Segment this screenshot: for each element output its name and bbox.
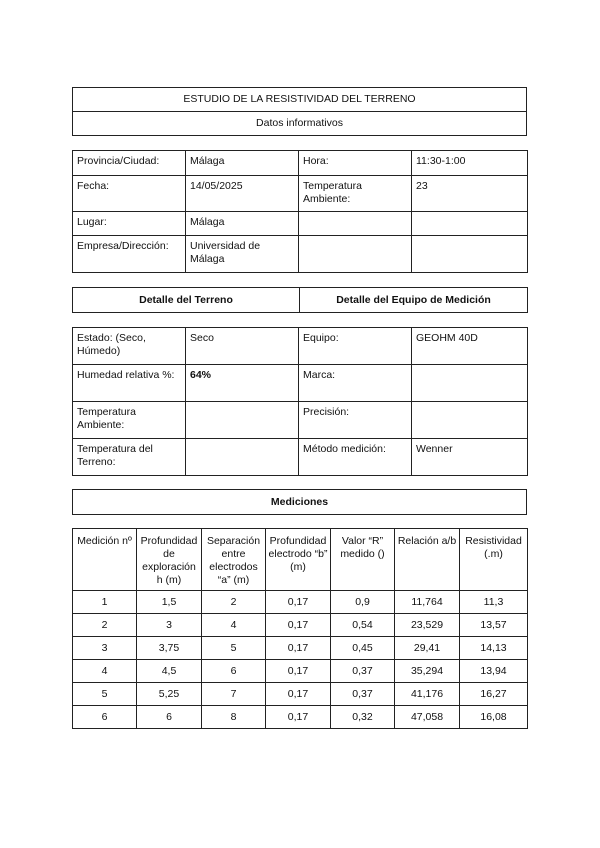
table-cell: 1,5 [137,591,202,614]
study-title-box [72,87,527,136]
info-label [299,212,412,236]
table-cell: 5 [202,637,266,660]
study-title: ESTUDIO DE LA RESISTIVIDAD DEL TERRENO [73,88,527,112]
column-header: Medición nº [73,529,137,591]
measurements-title: Mediciones [73,490,527,515]
info-value: 11:30-1:00 [412,151,528,176]
details-table [72,327,528,476]
table-cell: 0,9 [331,591,395,614]
table-cell: 0,17 [266,660,331,683]
table-row [73,683,528,706]
detail-value [412,365,528,402]
table-cell: 0,45 [331,637,395,660]
info-value: 14/05/2025 [186,176,299,212]
detail-value [186,402,299,439]
info-value [412,236,528,273]
table-cell: 0,17 [266,614,331,637]
info-value: Universidad de Málaga [186,236,299,273]
table-row [73,660,528,683]
info-label: Empresa/Dirección: [73,236,186,273]
detail-value: 64% [186,365,299,402]
detail-label: Método medición: [299,439,412,476]
table-cell: 0,54 [331,614,395,637]
detail-label: Temperatura del Terreno: [73,439,186,476]
table-cell: 5 [73,683,137,706]
table-cell: 6 [73,706,137,729]
table-row [73,637,528,660]
table-row [73,706,528,729]
table-cell: 1 [73,591,137,614]
detail-value: Wenner [412,439,528,476]
info-label: Provincia/Ciudad: [73,151,186,176]
info-label: Fecha: [73,176,186,212]
table-cell: 5,25 [137,683,202,706]
column-header: Separación entre electrodos “a” (m) [202,529,266,591]
table-cell: 4,5 [137,660,202,683]
measurements-table [72,528,528,729]
terrain-detail-header: Detalle del Terreno [73,288,300,313]
table-cell: 29,41 [395,637,460,660]
table-cell: 2 [202,591,266,614]
info-label: Temperatura Ambiente: [299,176,412,212]
study-subtitle: Datos informativos [73,112,527,136]
info-label [299,236,412,273]
table-cell: 41,176 [395,683,460,706]
table-cell: 16,27 [460,683,528,706]
table-cell: 3 [137,614,202,637]
table-cell: 4 [73,660,137,683]
info-value [412,212,528,236]
table-cell: 0,32 [331,706,395,729]
table-cell: 8 [202,706,266,729]
detail-label: Estado: (Seco, Húmedo) [73,328,186,365]
table-cell: 0,17 [266,637,331,660]
table-cell: 2 [73,614,137,637]
table-cell: 13,94 [460,660,528,683]
column-header: Valor “R” medido () [331,529,395,591]
table-cell: 0,17 [266,706,331,729]
table-cell: 0,17 [266,591,331,614]
info-table [72,150,528,273]
details-header-table [72,287,528,313]
table-cell: 6 [137,706,202,729]
table-cell: 13,57 [460,614,528,637]
detail-label: Precisión: [299,402,412,439]
info-value: Málaga [186,212,299,236]
detail-label: Humedad relativa %: [73,365,186,402]
detail-value: Seco [186,328,299,365]
table-cell: 11,3 [460,591,528,614]
detail-label: Marca: [299,365,412,402]
table-cell: 35,294 [395,660,460,683]
table-cell: 0,17 [266,683,331,706]
table-cell: 0,37 [331,683,395,706]
table-cell: 16,08 [460,706,528,729]
info-value: Málaga [186,151,299,176]
table-cell: 0,37 [331,660,395,683]
detail-value: GEOHM 40D [412,328,528,365]
column-header: Resistividad (.m) [460,529,528,591]
table-row [73,614,528,637]
info-label: Hora: [299,151,412,176]
detail-value [412,402,528,439]
table-cell: 14,13 [460,637,528,660]
info-value: 23 [412,176,528,212]
equipment-detail-header: Detalle del Equipo de Medición [300,288,528,313]
measurements-header-table [72,489,527,515]
column-header: Profundidad electrodo “b” (m) [266,529,331,591]
table-cell: 3,75 [137,637,202,660]
table-cell: 11,764 [395,591,460,614]
table-cell: 47,058 [395,706,460,729]
table-cell: 7 [202,683,266,706]
detail-label: Equipo: [299,328,412,365]
table-cell: 3 [73,637,137,660]
detail-label: Temperatura Ambiente: [73,402,186,439]
detail-value [186,439,299,476]
table-row [73,591,528,614]
column-header: Profundidad de exploración h (m) [137,529,202,591]
table-cell: 4 [202,614,266,637]
table-cell: 23,529 [395,614,460,637]
column-header: Relación a/b [395,529,460,591]
table-cell: 6 [202,660,266,683]
info-label: Lugar: [73,212,186,236]
